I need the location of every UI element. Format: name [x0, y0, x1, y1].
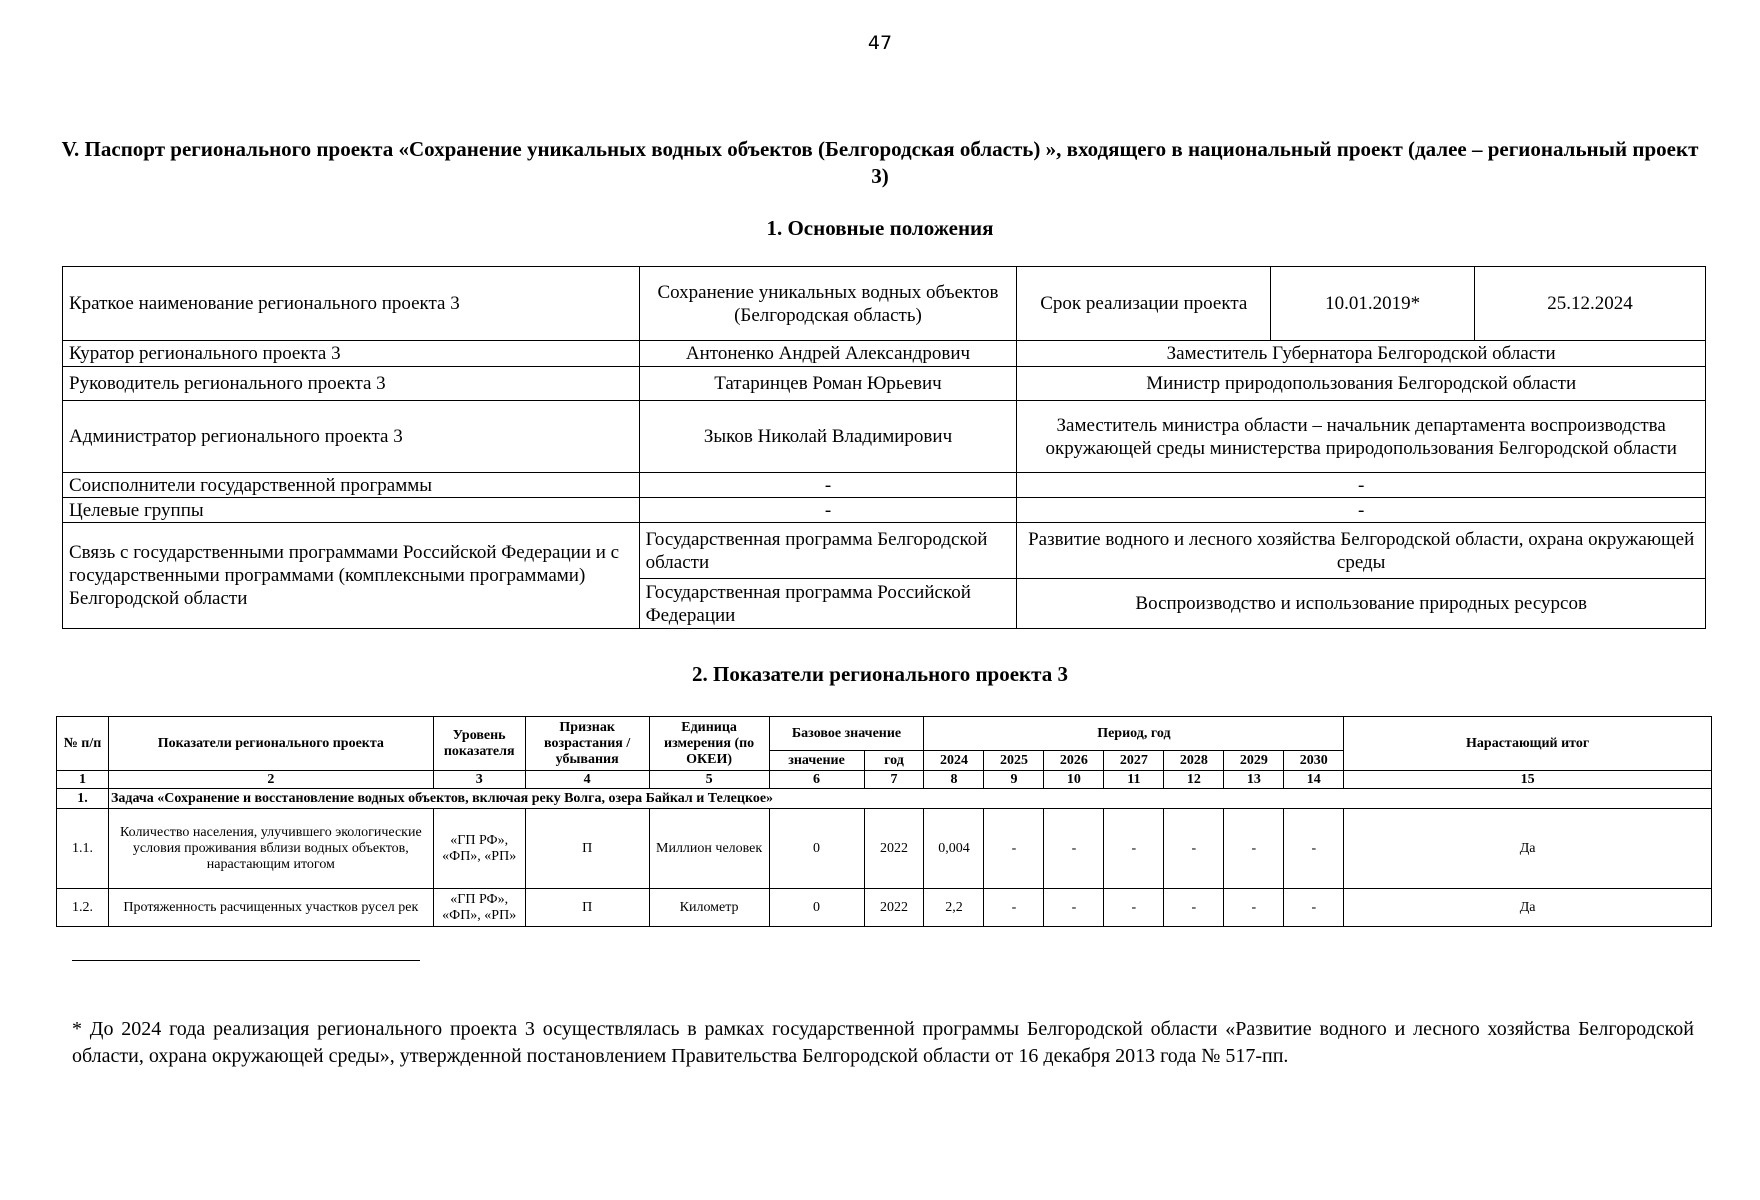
term-end: 25.12.2024	[1475, 267, 1706, 341]
term-label: Срок реализации проекта	[1017, 267, 1271, 341]
col-number: 6	[769, 771, 864, 789]
short-name-value: Сохранение уникальных водных объектов (Белгородская область)	[639, 267, 1017, 341]
col-number: 14	[1284, 771, 1344, 789]
admin-position: Заместитель министра области – начальник департамента воспроизводства окружающей среды министерства природопользования Белгородской области	[1017, 401, 1706, 473]
row-year-value: -	[1104, 809, 1164, 889]
table-row	[63, 523, 1706, 579]
row-sign: П	[525, 889, 649, 927]
indicators-table	[56, 716, 1712, 927]
header-level: Уровень показателя	[433, 717, 525, 771]
col-number: 7	[864, 771, 924, 789]
header-base-value: значение	[769, 751, 864, 771]
header-year: 2027	[1104, 751, 1164, 771]
term-start: 10.01.2019*	[1271, 267, 1475, 341]
table-row	[63, 498, 1706, 523]
row-year-value: -	[1104, 889, 1164, 927]
target-value-1: -	[639, 498, 1017, 523]
header-year: 2028	[1164, 751, 1224, 771]
head-position: Министр природопользования Белгородской области	[1017, 367, 1706, 401]
task-num: 1.	[57, 789, 109, 809]
header-cumulative: Нарастающий итог	[1344, 717, 1712, 771]
curator-label: Куратор регионального проекта 3	[63, 341, 640, 367]
row-base-value: 0	[769, 809, 864, 889]
row-year-value: -	[1044, 889, 1104, 927]
header-year: 2025	[984, 751, 1044, 771]
header-num: № п/п	[57, 717, 109, 771]
head-name: Татаринцев Роман Юрьевич	[639, 367, 1017, 401]
curator-position: Заместитель Губернатора Белгородской области	[1017, 341, 1706, 367]
row-unit: Километр	[649, 889, 769, 927]
table-row	[63, 341, 1706, 367]
row-base-value: 0	[769, 889, 864, 927]
row-num: 1.2.	[57, 889, 109, 927]
row-year-value: 0,004	[924, 809, 984, 889]
col-number: 11	[1104, 771, 1164, 789]
row-year-value: -	[1284, 889, 1344, 927]
link-prog1-type: Государственная программа Белгородской области	[639, 523, 1017, 579]
header-period: Период, год	[924, 717, 1344, 751]
row-year-value: -	[984, 809, 1044, 889]
coexec-label: Соисполнители государственной программы	[63, 473, 640, 498]
admin-label: Администратор регионального проекта 3	[63, 401, 640, 473]
row-year-value: -	[1164, 809, 1224, 889]
row-year-value: -	[1164, 889, 1224, 927]
row-cumulative: Да	[1344, 809, 1712, 889]
header-year: 2029	[1224, 751, 1284, 771]
row-sign: П	[525, 809, 649, 889]
col-number: 13	[1224, 771, 1284, 789]
col-number: 5	[649, 771, 769, 789]
row-year-value: -	[1224, 889, 1284, 927]
task-text: Задача «Сохранение и восстановление водных объектов, включая реку Волга, озера Байкал и Телецкое»	[108, 789, 1711, 809]
header-name: Показатели регионального проекта	[108, 717, 433, 771]
curator-name: Антоненко Андрей Александрович	[639, 341, 1017, 367]
header-year: 2026	[1044, 751, 1104, 771]
table-row	[63, 267, 1706, 341]
header-year: 2030	[1284, 751, 1344, 771]
row-name: Протяженность расчищенных участков русел рек	[108, 889, 433, 927]
footnote-separator	[72, 960, 420, 961]
target-value-2: -	[1017, 498, 1706, 523]
short-name-label: Краткое наименование регионального проекта 3	[63, 267, 640, 341]
section-2-title: 2. Показатели регионального проекта 3	[692, 662, 1068, 686]
task-row	[57, 789, 1712, 809]
col-number: 1	[57, 771, 109, 789]
head-label: Руководитель регионального проекта 3	[63, 367, 640, 401]
table-row	[57, 889, 1712, 927]
link-prog2-type: Государственная программа Российской Федерации	[639, 579, 1017, 629]
header-base: Базовое значение	[769, 717, 924, 751]
link-prog1-name: Развитие водного и лесного хозяйства Белгородской области, охрана окружающей среды	[1017, 523, 1706, 579]
row-cumulative: Да	[1344, 889, 1712, 927]
col-number: 9	[984, 771, 1044, 789]
table-row	[63, 367, 1706, 401]
row-name: Количество населения, улучившего экологические условия проживания вблизи водных объектов, нарастающим итогом	[108, 809, 433, 889]
row-base-year: 2022	[864, 889, 924, 927]
row-year-value: -	[1224, 809, 1284, 889]
table-row	[63, 401, 1706, 473]
link-prog2-name: Воспроизводство и использование природных ресурсов	[1017, 579, 1706, 629]
row-year-value: -	[1284, 809, 1344, 889]
admin-name: Зыков Николай Владимирович	[639, 401, 1017, 473]
table-row	[57, 809, 1712, 889]
header-sign: Признак возрастания / убывания	[525, 717, 649, 771]
row-year-value: -	[1044, 809, 1104, 889]
column-number-row	[57, 771, 1712, 789]
row-level: «ГП РФ», «ФП», «РП»	[433, 889, 525, 927]
coexec-value-2: -	[1017, 473, 1706, 498]
row-unit: Миллион человек	[649, 809, 769, 889]
section-1-title: 1. Основные положения	[766, 216, 994, 240]
row-base-year: 2022	[864, 809, 924, 889]
header-year: 2024	[924, 751, 984, 771]
row-num: 1.1.	[57, 809, 109, 889]
col-number: 3	[433, 771, 525, 789]
row-level: «ГП РФ», «ФП», «РП»	[433, 809, 525, 889]
row-year-value: -	[984, 889, 1044, 927]
table-row	[63, 473, 1706, 498]
document-title: V. Паспорт регионального проекта «Сохранение уникальных водных объектов (Белгородская область) », входящего в национальный проект (далее – региональный проект 3)	[61, 137, 1699, 188]
coexec-value-1: -	[639, 473, 1017, 498]
header-unit: Единица измерения (по ОКЕИ)	[649, 717, 769, 771]
col-number: 2	[108, 771, 433, 789]
header-row	[57, 717, 1712, 751]
row-year-value: 2,2	[924, 889, 984, 927]
footnote: * До 2024 года реализация регионального проекта 3 осуществлялась в рамках государственной программы Белгородской области «Развитие водного и лесного хозяйства Белгородской области, охрана окружающей среды», утвержденной постановлением Правительства Белгородской области от 16 декабря 2013 года № 517-пп.	[72, 1018, 1694, 1067]
col-number: 8	[924, 771, 984, 789]
col-number: 15	[1344, 771, 1712, 789]
link-label: Связь с государственными программами Российской Федерации и с государственными программами (комплексными программами) Белгородской области	[63, 523, 640, 629]
col-number: 10	[1044, 771, 1104, 789]
col-number: 4	[525, 771, 649, 789]
main-provisions-table	[62, 266, 1706, 629]
header-base-year: год	[864, 751, 924, 771]
col-number: 12	[1164, 771, 1224, 789]
target-label: Целевые группы	[63, 498, 640, 523]
page-number: 47	[867, 32, 893, 54]
